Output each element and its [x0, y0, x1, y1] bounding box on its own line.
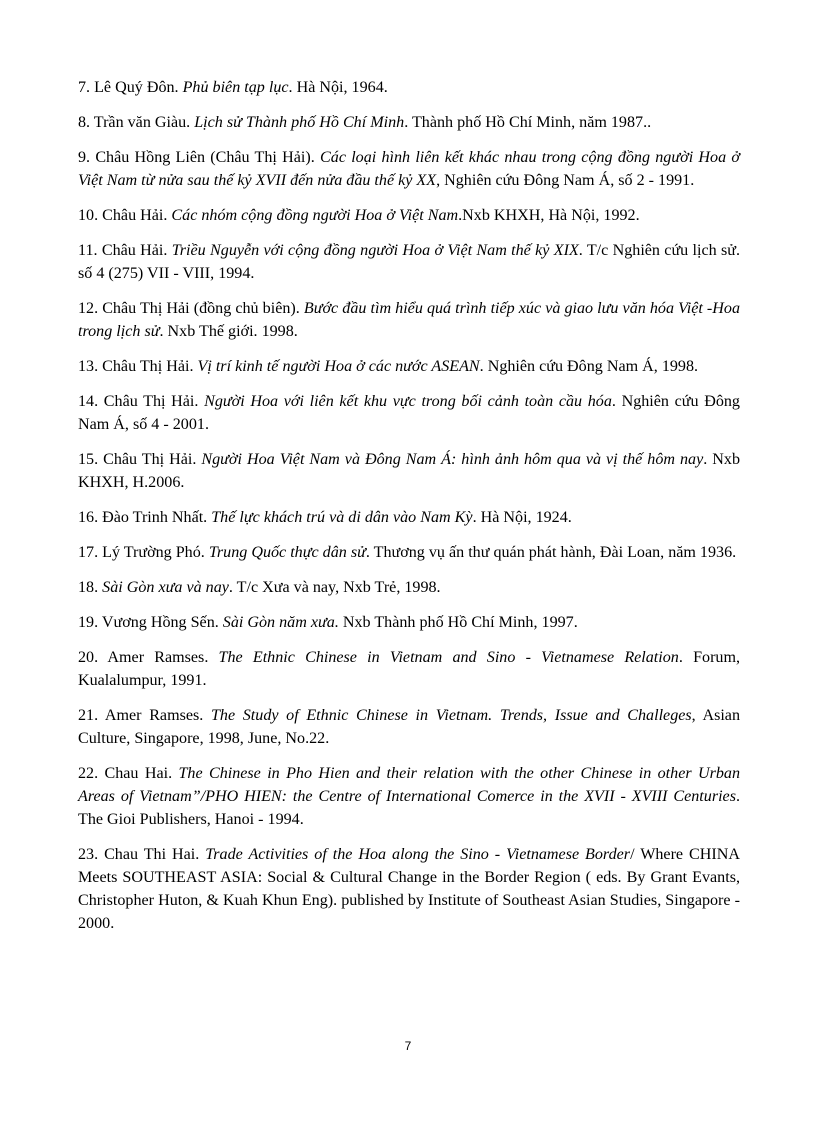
reference-text: .Nxb KHXH, Hà Nội, 1992. — [458, 207, 640, 224]
reference-text: 21. Amer Ramses. — [78, 707, 211, 724]
reference-text: . Nxb KHXH, H.2006. — [78, 451, 740, 491]
reference-text: 12. Châu Thị Hải (đồng chủ biên). — [78, 300, 304, 317]
reference-text: 10. Châu Hải. — [78, 207, 172, 224]
reference-entry — [78, 704, 740, 750]
reference-title: Các loại hình liên kết khác nhau trong cộng đồng người Hoa ở Việt Nam từ nửa sau thế kỷ XVII đến nửa đầu thế kỷ XX — [78, 149, 740, 189]
reference-title: Sài Gòn xưa và nay — [102, 579, 229, 596]
reference-entry — [78, 239, 740, 285]
reference-entry — [78, 76, 740, 99]
reference-entry — [78, 611, 740, 634]
reference-entry — [78, 297, 740, 343]
reference-text: 20. Amer Ramses. — [78, 649, 219, 666]
reference-text: 15. Châu Thị Hải. — [78, 451, 202, 468]
reference-text: 19. Vương Hồng Sến. — [78, 614, 223, 631]
reference-entry — [78, 355, 740, 378]
reference-entry — [78, 843, 740, 935]
reference-text: . T/c Nghiên cứu lịch sử. số 4 (275) VII - VIII, 1994. — [78, 242, 741, 282]
reference-title: Các nhóm cộng đồng người Hoa ở Việt Nam — [171, 207, 459, 224]
reference-title: Lịch sử Thành phố Hồ Chí Minh — [194, 114, 405, 131]
reference-title: Vị trí kinh tế người Hoa ở các nước ASEAN — [197, 358, 480, 375]
reference-title: Người Hoa với liên kết khu vực trong bối cảnh toàn cầu hóa — [204, 393, 612, 410]
reference-list — [78, 76, 740, 947]
reference-text: 16. Đào Trinh Nhất. — [78, 509, 212, 526]
reference-text: 13. Châu Thị Hải. — [78, 358, 198, 375]
reference-title: Sài Gòn năm xưa. — [222, 614, 339, 631]
reference-title: Bước đầu tìm hiểu quá trình tiếp xúc và giao lưu văn hóa Việt -Hoa trong lịch sử — [78, 300, 740, 340]
reference-title: Phủ biên tạp lục — [182, 79, 289, 96]
reference-entry — [78, 448, 740, 494]
reference-title: Triều Nguyễn với cộng đồng người Hoa ở Việt Nam thế kỷ XIX — [171, 242, 579, 259]
reference-text: 8. Trần văn Giàu. — [78, 114, 195, 131]
reference-entry — [78, 541, 740, 564]
reference-title: The Ethnic Chinese in Vietnam and Sino - Vietnamese Relation — [218, 649, 679, 666]
reference-entry — [78, 762, 740, 831]
reference-text: 7. Lê Quý Đôn. — [78, 79, 183, 96]
reference-title: The Study of Ethnic Chinese in Vietnam. Trends, Issue and Challeges — [210, 707, 692, 724]
reference-text: 9. Châu Hồng Liên (Châu Thị Hải). — [78, 149, 321, 166]
reference-text: . Hà Nội, 1964. — [288, 79, 388, 96]
reference-title: Thế lực khách trú và di dân vào Nam Kỳ — [211, 509, 473, 526]
reference-entry — [78, 390, 740, 436]
reference-entry — [78, 146, 740, 192]
reference-text: . Nghiên cứu Đông Nam Á, 1998. — [479, 358, 699, 375]
reference-title: Trade Activities of the Hoa along the Sino - Vietnamese Border — [205, 846, 631, 863]
reference-entry — [78, 111, 740, 134]
reference-text: 18. — [78, 579, 103, 596]
reference-text: / Where CHINA Meets SOUTHEAST ASIA: Social & Cultural Change in the Border Region ( eds. By Grant Evants, Christopher Huton, & Kuah Khun Eng). published by Institute of Southeast Asian Studies, Singapore - 2000. — [78, 846, 740, 932]
reference-entry — [78, 646, 740, 692]
reference-text: . T/c Xưa và nay, Nxb Trẻ, 1998. — [228, 579, 441, 596]
reference-text: , Nghiên cứu Đông Nam Á, số 2 - 1991. — [436, 172, 695, 189]
reference-text: . Nghiên cứu Đông Nam Á, số 4 - 2001. — [78, 393, 740, 433]
page-number: 7 — [404, 1039, 412, 1053]
reference-text: . The Gioi Publishers, Hanoi - 1994. — [78, 788, 740, 828]
reference-text: . Forum, Kualalumpur, 1991. — [78, 649, 741, 689]
reference-text: Nxb Thành phố Hồ Chí Minh, 1997. — [338, 614, 578, 631]
reference-text: 14. Châu Thị Hải. — [78, 393, 205, 410]
reference-title: Người Hoa Việt Nam và Đông Nam Á: hình ảnh hôm qua và vị thế hôm nay — [201, 451, 704, 468]
reference-text: . Nxb Thế giới. 1998. — [159, 323, 298, 340]
reference-text: . Thành phố Hồ Chí Minh, năm 1987.. — [404, 114, 652, 131]
reference-text: 22. Chau Hai. — [78, 765, 179, 782]
reference-entry — [78, 576, 740, 599]
reference-entry — [78, 204, 740, 227]
reference-title: Trung Quốc thực dân sử — [208, 544, 366, 561]
reference-text: . Thương vụ ấn thư quán phát hành, Đài Loan, năm 1936. — [365, 544, 737, 561]
reference-text: . Hà Nội, 1924. — [472, 509, 572, 526]
reference-title: The Chinese in Pho Hien and their relation with the other Chinese in other Urban Areas of Vietnam”/PHO HIEN: the Centre of International Comerce in the XVII - XVIII Centuries — [78, 765, 740, 805]
reference-text: 17. Lý Trường Phó. — [78, 544, 209, 561]
reference-text: , Asian Culture, Singapore, 1998, June, No.22. — [78, 707, 740, 747]
reference-entry — [78, 506, 740, 529]
reference-text: 23. Chau Thi Hai. — [78, 846, 206, 863]
reference-text: 11. Châu Hải. — [78, 242, 172, 259]
